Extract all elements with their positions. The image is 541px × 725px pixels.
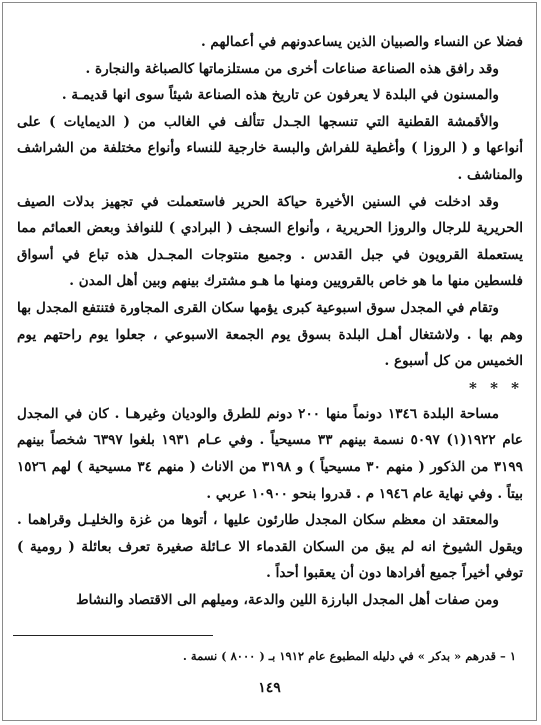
paragraph: ومن صفات أهل المجدل البارزة اللين والدعة، وميلهم الى الاقتصاد والنشاط: [76, 591, 499, 608]
paragraph: فضلا عن النساء والصبيان الذين يساعدونهم في أعمالهم .: [200, 34, 523, 50]
section-separator: * * *: [469, 378, 523, 397]
footnote: ١ – قدرهم « بدكر » في دليله المطبوع عام ١٩١٢ بـ ( ٨٠٠٠ ) نسمة .: [182, 649, 516, 663]
page-number: ١٤٩: [258, 680, 281, 696]
footnote-divider: [13, 635, 213, 636]
paragraph: مساحة البلدة ١٣٤٦ دونماً منها ٢٠٠ دونم للطرق والوديان وغيرهـا . كان في المجدل عام ١٩٢٢(١) ٥٠٩٧ نسمة بينهم ٣٣ مسيحياً . وفي عـام ١٩٣١ بلغوا ٦٣٩٧ شخصاً بينهم ٣١٩٩ من الذكور ( منهم ٣٠ مسيحياً ) و ٣١٩٨ من الاناث ( منهم ٣٤ مسيحية ) لهم ١٥٢٦ بيتاً . وفي نهاية عام ١٩٤٦ م . قدروا بنحو ١٠٩٠٠ عربي .: [17, 405, 523, 502]
book-page: [17, 29, 523, 613]
paragraph: والأقمشة القطنية التي تنسجها الجـدل تتألف في الغالب من ( الديمايات ) على أنواعها و ( الروزا ) وأغطية للفراش والبسة خارجية للنساء وأنواع مختلفة من الشراشف والمناشف .: [17, 113, 523, 183]
paragraph: وقد رافق هذه الصناعة صناعات أخرى من مستلزماتها كالصباغة والنجارة .: [85, 60, 499, 77]
paragraph: وتقام في المجدل سوق اسبوعية كبرى يؤمها سكان القرى المجاورة فتنتفع المجدل بها وهم بها . ولاشتغال أهـل البلدة بسوق يوم الجمعة الاسبوعي ، جعلوا يوم راحتهم يوم الخميس من كل أسبوع .: [17, 299, 523, 370]
paragraph: والمسنون في البلدة لا يعرفون عن تاريخ هذه الصناعة شيئاً سوى انها قديمـة .: [61, 87, 499, 104]
page-frame: [2, 2, 537, 721]
paragraph: والمعتقد ان معظم سكان المجدل طارئون عليها ، أتوها من غزة والخليـل وقراهما . ويقول الشيوخ انه لم يبق من السكان القدماء الا عـائلة صغيرة تعرف بعائلة ( رومية ) توفي أخيراً جميع أفرادها دون أن يعقبوا أحداً .: [17, 512, 523, 582]
paragraph: وقد ادخلت في السنين الأخيرة حياكة الحرير فاستعملت في تجهيز بدلات الصيف الحريرية للرجال والروزا الحريرية ، وأنواع السجف ( البرادي ) للنوافذ وبعض العمائم مما يستعملة القرويون في جبل القدس . وجميع منتوجات المجـدل هذه تباع في أسواق فلسطين منها ما هو خاص بالقرويين ومنها ما هـو مشترك بينهم وبين أهل المدن .: [17, 193, 523, 290]
